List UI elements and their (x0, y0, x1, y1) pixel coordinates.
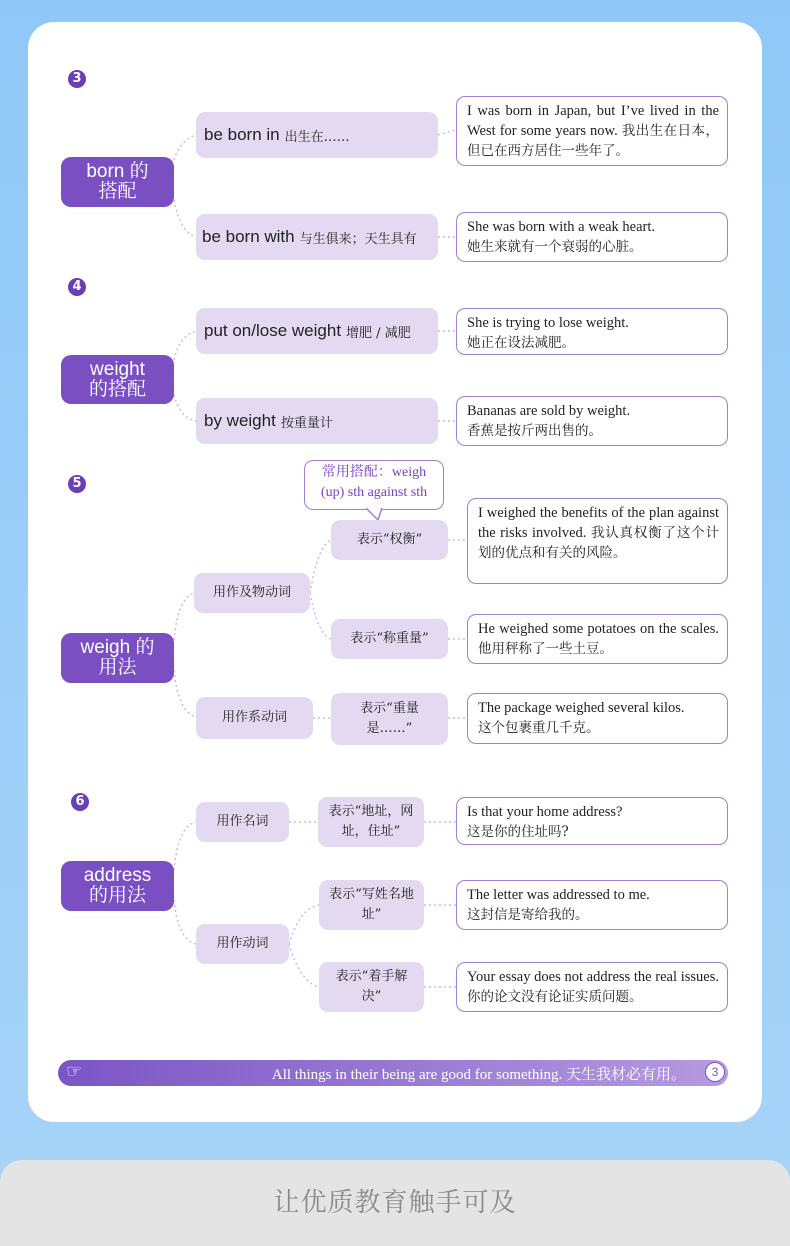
example-zh: 她正在设法减肥。 (467, 335, 575, 351)
sub-label: 表示“写姓名地址” (329, 887, 414, 922)
example-en: The package weighed several kilos. (478, 700, 685, 716)
example-box (456, 396, 728, 446)
example-box (456, 797, 728, 845)
example-en: Your essay does not address the real issues. (467, 969, 719, 985)
sub-label: 表示“重量是……” (360, 701, 419, 736)
branch-label: 用作名词 (216, 814, 269, 829)
sub-branch-weigh-up (331, 520, 448, 560)
example-zh: 我认真权衡了这个计划的优点和有关的风险。 (478, 525, 720, 561)
branch-by-weight (196, 398, 438, 444)
example-zh: 这个包裹重几千克。 (478, 720, 600, 736)
branch-zh: 出生在…… (284, 129, 350, 145)
slogan-bar (0, 1160, 790, 1246)
example-en: Bananas are sold by weight. (467, 403, 631, 419)
sub-branch-address-location (318, 797, 424, 847)
example-zh: 她生来就有一个衰弱的心脏。 (467, 239, 643, 255)
example-en: She was born with a weak heart. (467, 219, 656, 235)
sub-label: 表示“称重量” (350, 631, 429, 646)
sub-branch-weigh-measure (331, 619, 448, 659)
example-en: Is that your home address? (467, 804, 623, 820)
branch-transitive-verb (194, 573, 310, 613)
example-box (467, 498, 728, 584)
sub-label: 表示“权衡” (356, 532, 423, 547)
branch-en: be born with (202, 227, 295, 246)
topic-node-weight: weight 的搭配 (61, 355, 174, 404)
branch-en: put on/lose weight (204, 321, 342, 340)
branch-label: 用作动词 (216, 936, 269, 951)
branch-zh: 增肥 / 减肥 (346, 325, 411, 341)
pointing-hand-icon: ☞ (66, 1061, 83, 1082)
section-number: 3 (68, 70, 86, 88)
branch-be-born-in (196, 112, 438, 158)
example-en: He weighed some potatoes on the scales. (478, 621, 719, 637)
branch-zh: 按重量计 (280, 415, 333, 431)
branch-en: be born in (204, 125, 280, 144)
footer-quote: All things in their being are good for something. 天生我材必有用。 (271, 1067, 686, 1083)
example-zh: 你的论文没有论证实质问题。 (467, 989, 643, 1005)
example-zh: 香蕉是按斤两出售的。 (467, 423, 602, 439)
sub-branch-address-tackle (319, 962, 424, 1012)
section-number: 4 (68, 278, 86, 296)
branch-be-born-with (196, 214, 438, 260)
section-number: 5 (68, 475, 86, 493)
branch-zh: 与生俱来；天生具有 (299, 231, 417, 247)
page-footer (58, 1060, 728, 1086)
branch-noun (196, 802, 289, 842)
slogan-text: 让优质教育触手可及 (273, 1188, 517, 1218)
topic-node-weigh: weigh 的 用法 (61, 633, 174, 683)
example-zh: 他用秤称了一些土豆。 (478, 641, 613, 657)
example-zh: 这是你的住址吗? (467, 824, 569, 840)
example-zh: 这封信是寄给我的。 (467, 907, 589, 923)
sub-label: 表示“着手解决” (335, 969, 408, 1004)
example-box (456, 212, 728, 262)
example-box (456, 962, 728, 1012)
section-number: 6 (71, 793, 89, 811)
sub-branch-weigh-weight-is (331, 693, 448, 745)
sub-branch-address-write (319, 880, 424, 930)
topic-node-address: address 的用法 (61, 861, 174, 911)
branch-linking-verb (196, 697, 313, 739)
branch-en: by weight (204, 411, 276, 430)
example-en: The letter was addressed to me. (467, 887, 650, 903)
example-box (456, 96, 728, 166)
example-box (467, 693, 728, 744)
example-en: She is trying to lose weight. (467, 315, 629, 331)
branch-verb (196, 924, 289, 964)
example-en: I was born in Japan, but I’ve lived in the West for some years now. (467, 103, 719, 139)
example-box (456, 880, 728, 930)
example-box (467, 614, 728, 664)
example-en: I weighed the benefits of the plan against the risks involved. (478, 505, 719, 541)
topic-node-born: born 的 搭配 (61, 157, 174, 207)
branch-put-on-lose-weight (196, 308, 438, 354)
example-box (456, 308, 728, 355)
collocation-callout: 常用搭配：weigh (up) sth against sth (304, 460, 444, 510)
page-number: 3 (705, 1062, 725, 1082)
branch-label: 用作及物动词 (212, 585, 291, 600)
sub-label: 表示“地址，网址，住址” (328, 804, 414, 839)
example-zh: 我出生在日本，但已在西方居住一些年了。 (467, 123, 719, 159)
branch-label: 用作系动词 (221, 710, 287, 725)
